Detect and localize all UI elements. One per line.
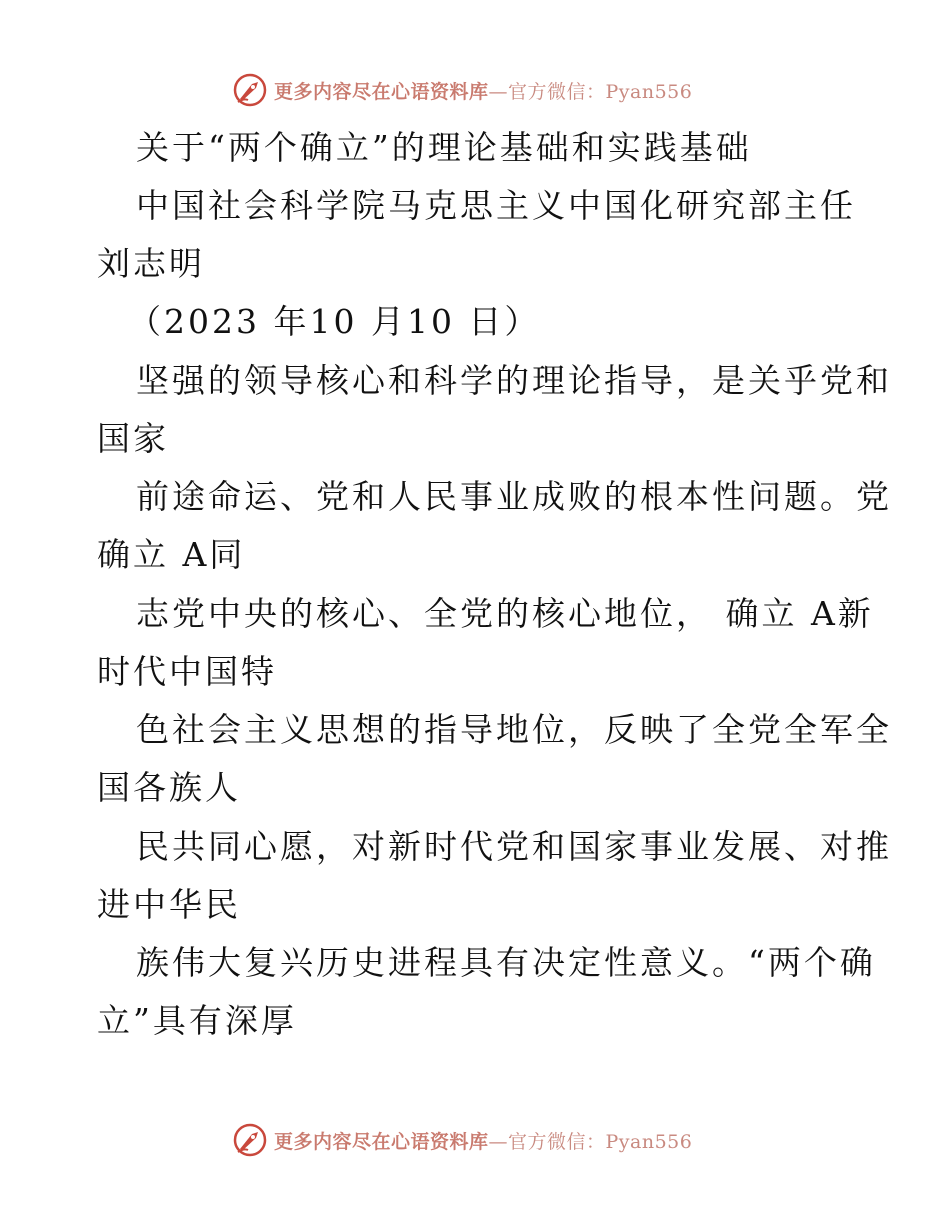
body-line: 色社会主义思想的指导地位，反映了全党全军全	[136, 710, 892, 749]
author-name: 刘志明	[97, 244, 205, 283]
banner-site-name: 更多内容尽在心语资料库	[274, 1130, 489, 1153]
body-line: 坚强的领导核心和科学的理论指导，是关乎党和	[136, 361, 892, 400]
pen-nib-logo-icon	[232, 1122, 268, 1158]
banner-site-name: 更多内容尽在心语资料库	[274, 80, 489, 103]
document-title: 关于“两个确立”的理论基础和实践基础	[136, 128, 752, 167]
body-line: 时代中国特	[97, 652, 277, 691]
banner-text	[274, 77, 692, 104]
body-line: 国家	[97, 419, 169, 458]
body-line: 志党中央的核心、全党的核心地位， 确立 A新	[136, 594, 874, 633]
header-banner	[232, 70, 692, 110]
footer-banner	[232, 1120, 692, 1160]
banner-wechat: —官方微信：Pyan556	[488, 80, 693, 103]
pen-nib-logo-icon	[232, 72, 268, 108]
body-line: 确立 A同	[97, 535, 246, 574]
body-line: 立”具有深厚	[97, 1001, 297, 1040]
body-line: 民共同心愿，对新时代党和国家事业发展、对推	[136, 827, 892, 866]
body-line: 前途命运、党和人民事业成败的根本性问题。党	[136, 477, 892, 516]
body-line: 族伟大复兴历史进程具有决定性意义。“两个确	[136, 943, 876, 982]
body-line: 进中华民	[97, 885, 241, 924]
body-line: 国各族人	[97, 768, 241, 807]
banner-wechat: —官方微信：Pyan556	[488, 1130, 693, 1153]
document-date: （2023 年10 月10 日）	[128, 302, 541, 341]
banner-text	[274, 1127, 692, 1154]
author-line: 中国社会科学院马克思主义中国化研究部主任	[136, 186, 856, 225]
